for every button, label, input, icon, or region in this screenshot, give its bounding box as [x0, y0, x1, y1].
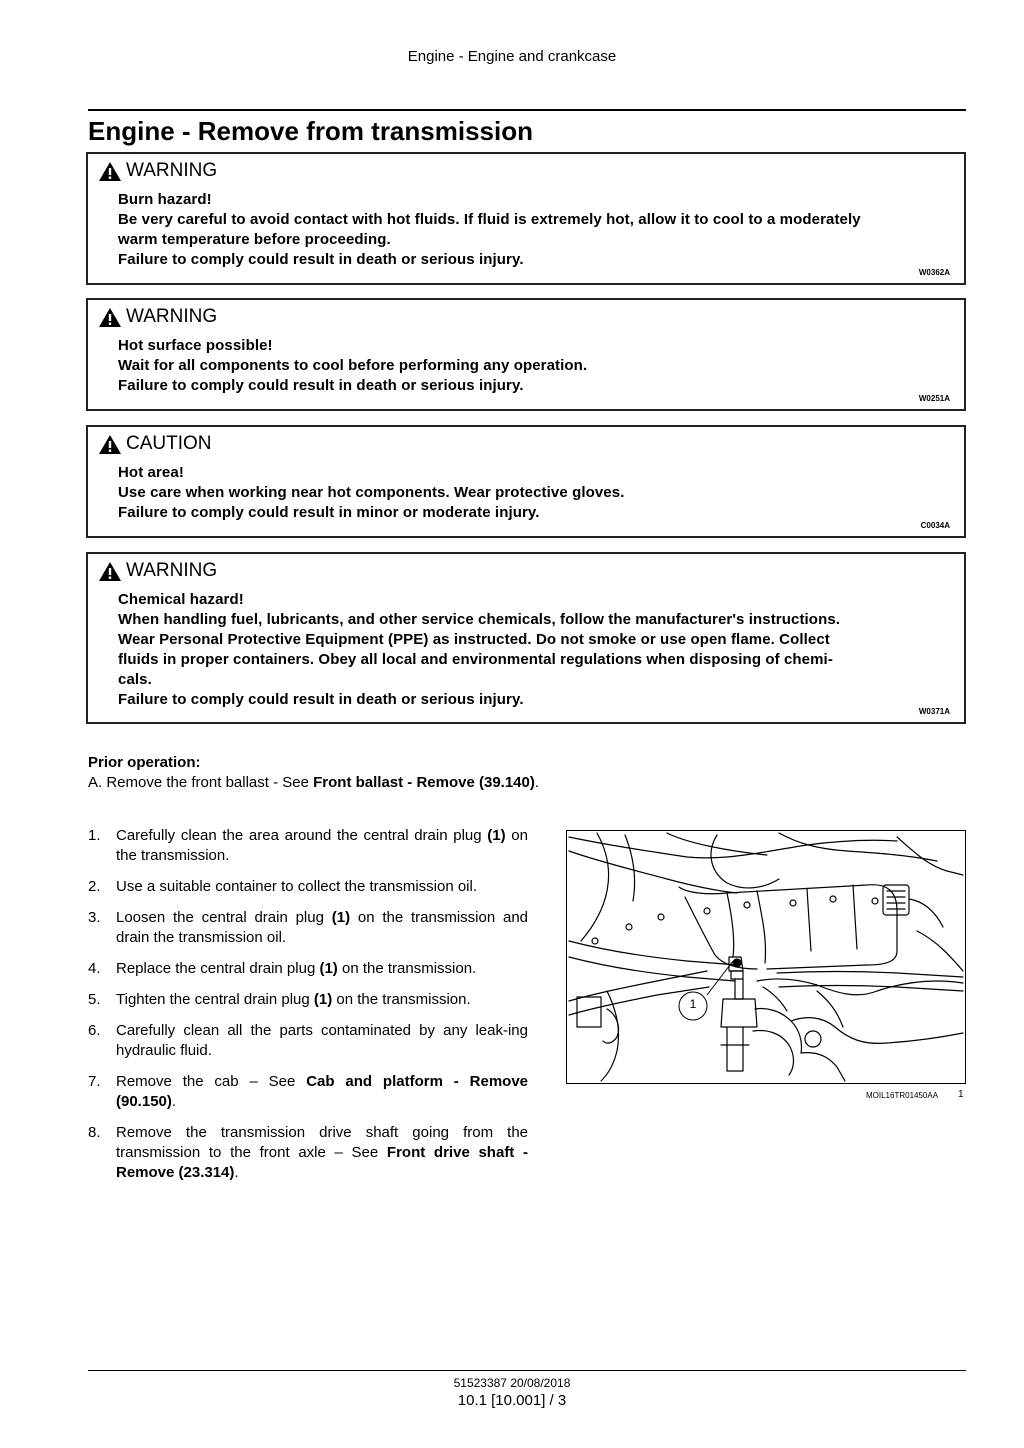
step-text [116, 1021, 528, 1061]
notice-line: Failure to comply could result in death or serious injury. [118, 377, 524, 394]
step-number: 6. [88, 1022, 101, 1039]
step-item [88, 959, 528, 979]
step-text [116, 990, 528, 1010]
notice-body [118, 463, 938, 523]
notice-type: WARNING [126, 160, 218, 181]
step-text-post: . [171, 1093, 177, 1110]
notice-line: Wear Personal Protective Equipment (PPE) as instructed. Do not smoke or use open flame. Collect [118, 631, 830, 648]
step-number: 7. [88, 1073, 101, 1090]
page-title: Engine - Remove from transmission [88, 116, 533, 146]
notice-line: cals. [118, 671, 152, 688]
step-ref: (1) [319, 960, 338, 977]
notice-header [98, 433, 212, 455]
footer-rule [88, 1370, 966, 1371]
step-number: 3. [88, 909, 101, 926]
step-text-post: on the transmission. [337, 960, 477, 977]
notice-burn-hazard [86, 152, 966, 285]
prior-operation-suffix: . [534, 774, 540, 791]
callout-label: 1 [689, 997, 697, 1011]
step-text-pre: Remove the cab – See [116, 1073, 307, 1090]
step-text-post: on the transmission. [116, 827, 528, 864]
notice-hot-area [86, 425, 966, 538]
notice-header [98, 560, 217, 582]
warning-triangle-icon [98, 307, 122, 328]
step-text-pre: Remove the transmission drive shaft going from the transmission to the front axle – See [116, 1124, 528, 1161]
notice-line: Chemical hazard! [118, 591, 244, 608]
step-item [88, 877, 528, 897]
step-text [116, 1072, 528, 1112]
step-number: 8. [88, 1124, 101, 1141]
step-text [116, 959, 528, 979]
figure-number: 1 [958, 1089, 964, 1100]
notice-header [98, 160, 217, 182]
step-item [88, 908, 528, 948]
prior-operation [88, 753, 539, 793]
step-text [116, 908, 528, 948]
step-number: 2. [88, 878, 101, 895]
step-ref: (1) [487, 827, 506, 844]
notice-line: fluids in proper containers. Obey all local and environmental regulations when disposing of chemi- [118, 651, 833, 668]
notice-code: W0251A [918, 394, 950, 403]
notice-line: warm temperature before proceeding. [118, 231, 391, 248]
step-text-pre: Tighten the central drain plug [116, 991, 314, 1008]
notice-type: CAUTION [126, 433, 212, 454]
notice-line: Failure to comply could result in death or serious injury. [118, 251, 524, 268]
notice-line: Failure to comply could result in minor or moderate injury. [118, 504, 540, 521]
step-text-post: on the transmission. [332, 991, 471, 1008]
step-item [88, 826, 528, 866]
notice-body [118, 336, 938, 396]
footer-page-ref: 10.1 [10.001] / 3 [457, 1392, 567, 1409]
step-text [116, 877, 528, 897]
step-text-post: . [234, 1164, 239, 1181]
prior-operation-link[interactable]: Front ballast - Remove (39.140) [313, 774, 535, 791]
step-text [116, 1123, 528, 1183]
notice-line: Be very careful to avoid contact with hot fluids. If fluid is extremely hot, allow it to cool to a moderately [118, 211, 861, 228]
notice-line: Burn hazard! [118, 191, 212, 208]
notice-body [118, 590, 938, 710]
step-number: 4. [88, 960, 101, 977]
title-rule [88, 109, 966, 111]
notice-code: W0362A [918, 268, 950, 277]
step-text-pre: Replace the central drain plug [116, 960, 320, 977]
notice-chemical-hazard [86, 552, 966, 724]
notice-type: WARNING [126, 560, 218, 581]
warning-triangle-icon [98, 561, 122, 582]
notice-line: When handling fuel, lubricants, and other service chemicals, follow the manufacturer's instructions. [118, 611, 841, 628]
step-text [116, 826, 528, 866]
step-number: 5. [88, 991, 101, 1008]
notice-hot-surface [86, 298, 966, 411]
warning-triangle-icon [98, 161, 122, 182]
callout-marker [567, 831, 965, 1083]
footer-doc-ref: 51523387 20/08/2018 [453, 1376, 571, 1390]
caution-triangle-icon [98, 434, 122, 455]
step-number: 1. [88, 827, 101, 844]
prior-operation-text [88, 773, 539, 793]
step-item [88, 1072, 528, 1112]
step-text-pre: Carefully clean the area around the central drain plug [116, 827, 488, 844]
notice-type: WARNING [126, 306, 218, 327]
notice-code: C0034A [920, 521, 950, 530]
notice-line: Wait for all components to cool before performing any operation. [118, 357, 588, 374]
notice-header [98, 306, 217, 328]
procedure-steps [88, 826, 528, 1194]
prior-operation-label: Prior operation: [88, 754, 201, 771]
step-text-pre: Use a suitable container to collect the transmission oil. [116, 878, 478, 895]
figure-drain-plug [566, 830, 966, 1084]
figure-caption: MOIL16TR01450AA [866, 1091, 939, 1100]
running-header: Engine - Engine and crankcase [407, 48, 617, 65]
prior-operation-prefix: A. Remove the front ballast - See [88, 774, 314, 791]
step-ref: (1) [331, 909, 351, 926]
step-item [88, 1123, 528, 1183]
notice-code: W0371A [918, 707, 950, 716]
step-item [88, 990, 528, 1010]
notice-line: Use care when working near hot components. Wear protective gloves. [118, 484, 625, 501]
step-text-post: on the transmission and drain the transmission oil. [116, 909, 528, 946]
step-text-pre: Carefully clean all the parts contaminated by any leak-ing hydraulic fluid. [116, 1022, 528, 1059]
step-ref: (1) [313, 991, 333, 1008]
notice-line: Hot area! [118, 464, 184, 481]
step-link[interactable]: Cab and platform - Remove (90.150) [116, 1073, 529, 1110]
step-link[interactable]: Front drive shaft - Remove (23.314) [116, 1144, 528, 1181]
step-text-pre: Loosen the central drain plug [116, 909, 332, 926]
notice-line: Failure to comply could result in death or serious injury. [118, 691, 524, 708]
notice-line: Hot surface possible! [118, 337, 273, 354]
notice-body [118, 190, 938, 270]
step-item [88, 1021, 528, 1061]
